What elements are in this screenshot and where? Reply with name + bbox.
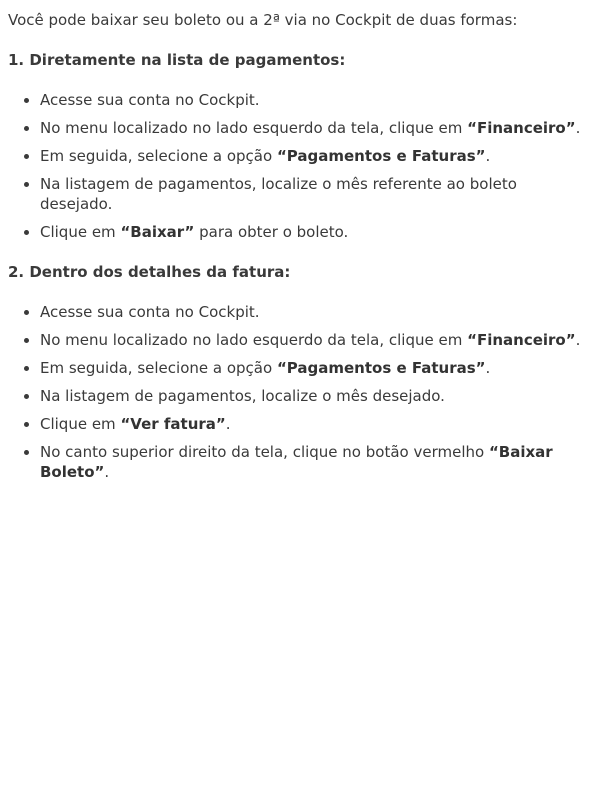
list-item: • No menu localizado no lado esquerdo da tela, clique em “Financeiro”. [40,118,592,138]
list-item: • Acesse sua conta no Cockpit. [40,302,592,322]
list-item: • Clique em “Ver fatura”. [40,414,592,434]
list-item: • Em seguida, selecione a opção “Pagamentos e Faturas”. [40,358,592,378]
section-title: 1. Diretamente na lista de pagamentos: [8,51,346,69]
section-title: 2. Dentro dos detalhes da fatura: [8,263,291,281]
list-item: • Em seguida, selecione a opção “Pagamentos e Faturas”. [40,146,592,166]
steps-list [8,90,592,242]
list-item: • No canto superior direito da tela, clique no botão vermelho “Baixar Boleto”. [40,442,592,482]
list-item: • Na listagem de pagamentos, localize o mês referente ao boleto desejado. [40,174,592,214]
list-item: • No menu localizado no lado esquerdo da tela, clique em “Financeiro”. [40,330,592,350]
list-item: • Clique em “Baixar” para obter o boleto. [40,222,592,242]
list-item: • Na listagem de pagamentos, localize o mês desejado. [40,386,592,406]
steps-list [8,302,592,482]
list-item: • Acesse sua conta no Cockpit. [40,90,592,110]
intro-text: Você pode baixar seu boleto ou a 2ª via no Cockpit de duas formas: [8,11,518,29]
